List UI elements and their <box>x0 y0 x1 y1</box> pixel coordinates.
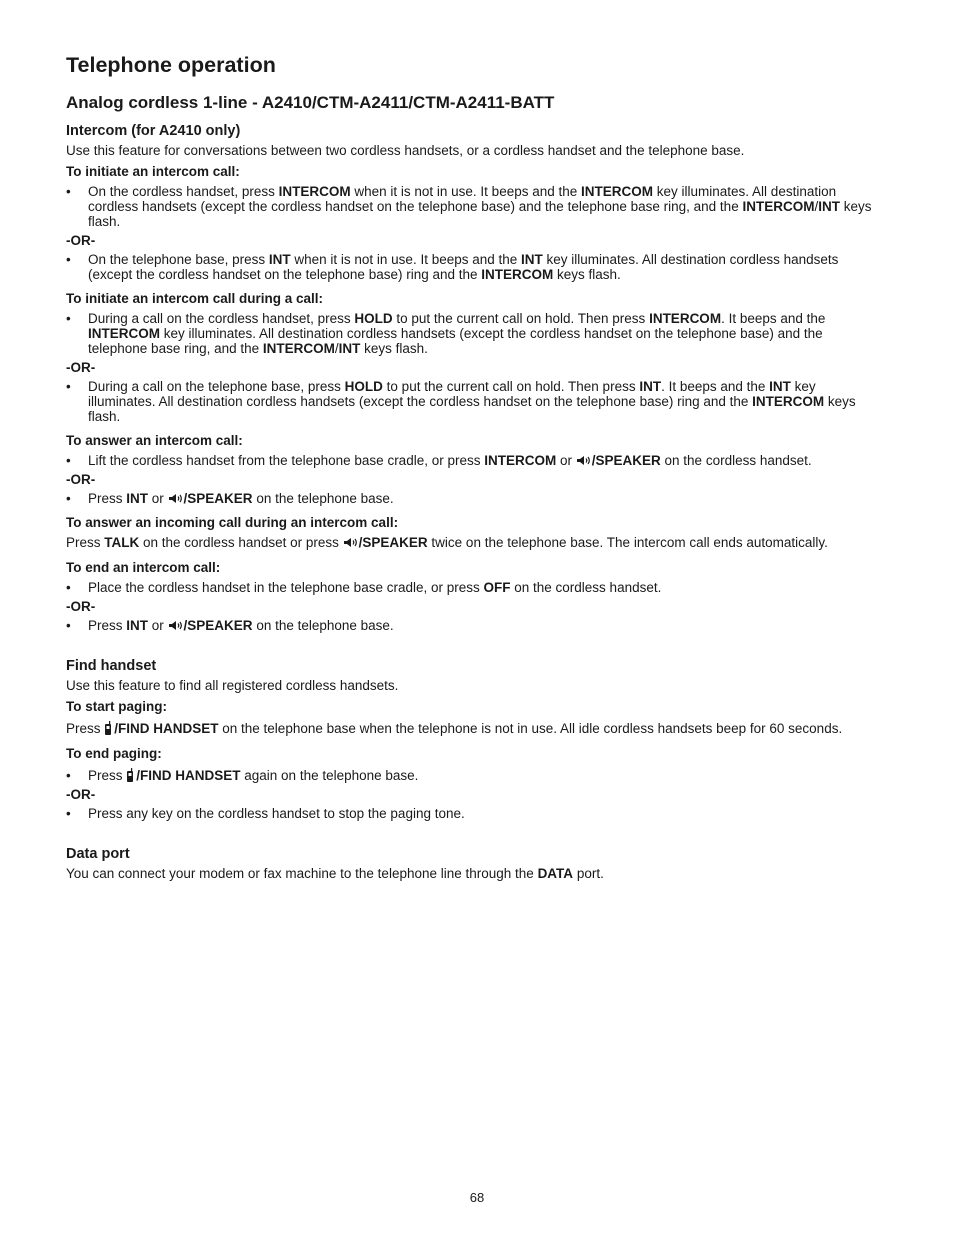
or-separator: -OR- <box>66 472 96 487</box>
data-port-section <box>66 845 884 881</box>
manual-page <box>66 52 884 881</box>
list-item: • Press INT or /SPEAKER on the telephone base. <box>66 618 394 633</box>
or-separator: -OR- <box>66 233 96 248</box>
find-handset-section <box>66 657 884 821</box>
list-item: • Lift the cordless handset from the telephone base cradle, or press INTERCOM or /SPEAKER on the cordless handset. <box>66 453 812 468</box>
section-title: Analog cordless 1-line - A2410/CTM-A2411/CTM-A2411-BATT <box>66 93 555 112</box>
bullet: • <box>66 580 71 595</box>
or-separator: -OR- <box>66 360 96 375</box>
list-item: • During a call on the telephone base, press HOLD to put the current call on hold. Then press INT. It beeps and the INT key illuminates. All destination cordless handsets (except the cordless handset on the telephone base) ring and the INTERCOM keys flash. <box>66 379 856 424</box>
list-item: • Place the cordless handset in the telephone base cradle, or press OFF on the cordless handset. <box>66 580 662 595</box>
handset-icon <box>104 721 112 735</box>
initiate-list <box>66 184 884 229</box>
answer-incoming-text: Press TALK on the cordless handset or press /SPEAKER twice on the telephone base. The intercom call ends automatically. <box>66 535 828 550</box>
bullet: • <box>66 453 71 468</box>
speaker-icon <box>168 493 183 504</box>
speaker-icon <box>168 620 183 631</box>
page-title: Telephone operation <box>66 53 276 77</box>
data-port-text: You can connect your modem or fax machine to the telephone line through the DATA port. <box>66 866 604 881</box>
end-heading: To end an intercom call: <box>66 560 221 575</box>
bullet: • <box>66 618 71 633</box>
bullet: • <box>66 311 71 326</box>
bullet: • <box>66 768 71 783</box>
bullet: • <box>66 184 71 199</box>
list-item: • On the cordless handset, press INTERCOM when it is not in use. It beeps and the INTERCOM key illuminates. All destination cordless handsets (except the cordless handset on the telephone base) and the telephone base ring, and the INTERCOM/INT keys flash. <box>66 184 872 229</box>
bullet: • <box>66 806 71 821</box>
answer-heading: To answer an intercom call: <box>66 433 243 448</box>
find-handset-heading: Find handset <box>66 658 157 674</box>
initiate-during-heading: To initiate an intercom call during a call: <box>66 291 324 306</box>
page-number: 68 <box>469 1190 485 1205</box>
start-paging-heading: To start paging: <box>66 699 167 714</box>
intercom-section <box>66 122 884 633</box>
speaker-icon <box>343 537 358 548</box>
or-separator: -OR- <box>66 599 96 614</box>
end-paging-heading: To end paging: <box>66 746 162 761</box>
bullet: • <box>66 491 71 506</box>
list-item: • Press any key on the cordless handset to stop the paging tone. <box>66 806 465 821</box>
speaker-icon <box>576 455 591 466</box>
bullet: • <box>66 252 71 267</box>
data-port-heading: Data port <box>66 846 130 862</box>
initiate-heading: To initiate an intercom call: <box>66 164 240 179</box>
list-item: • Press INT or /SPEAKER on the telephone base. <box>66 491 394 506</box>
intercom-heading: Intercom (for A2410 only) <box>66 123 241 139</box>
handset-icon <box>126 768 134 782</box>
intercom-intro: Use this feature for conversations between two cordless handsets, or a cordless handset and the telephone base. <box>66 143 745 158</box>
list-item: • During a call on the cordless handset, press HOLD to put the current call on hold. Then press INTERCOM. It beeps and the INTERCOM key illuminates. All destination cordless handsets (except the cordless handset on the telephone base) and the telephone base ring, and the INTERCOM/INT keys flash. <box>66 311 826 356</box>
or-separator: -OR- <box>66 787 96 802</box>
answer-incoming-heading: To answer an incoming call during an intercom call: <box>66 515 399 530</box>
find-handset-intro: Use this feature to find all registered cordless handsets. <box>66 678 399 693</box>
bullet: • <box>66 379 71 394</box>
list-item: • On the telephone base, press INT when it is not in use. It beeps and the INT key illuminates. All destination cordless handsets (except the cordless handset on the telephone base) ring and the INTERCOM keys flash. <box>66 252 839 282</box>
list-item: • Press /FIND HANDSET again on the telephone base. <box>66 768 419 783</box>
start-paging-text: Press /FIND HANDSET on the telephone base when the telephone is not in use. All idle cordless handsets beep for 60 seconds. <box>66 721 843 736</box>
